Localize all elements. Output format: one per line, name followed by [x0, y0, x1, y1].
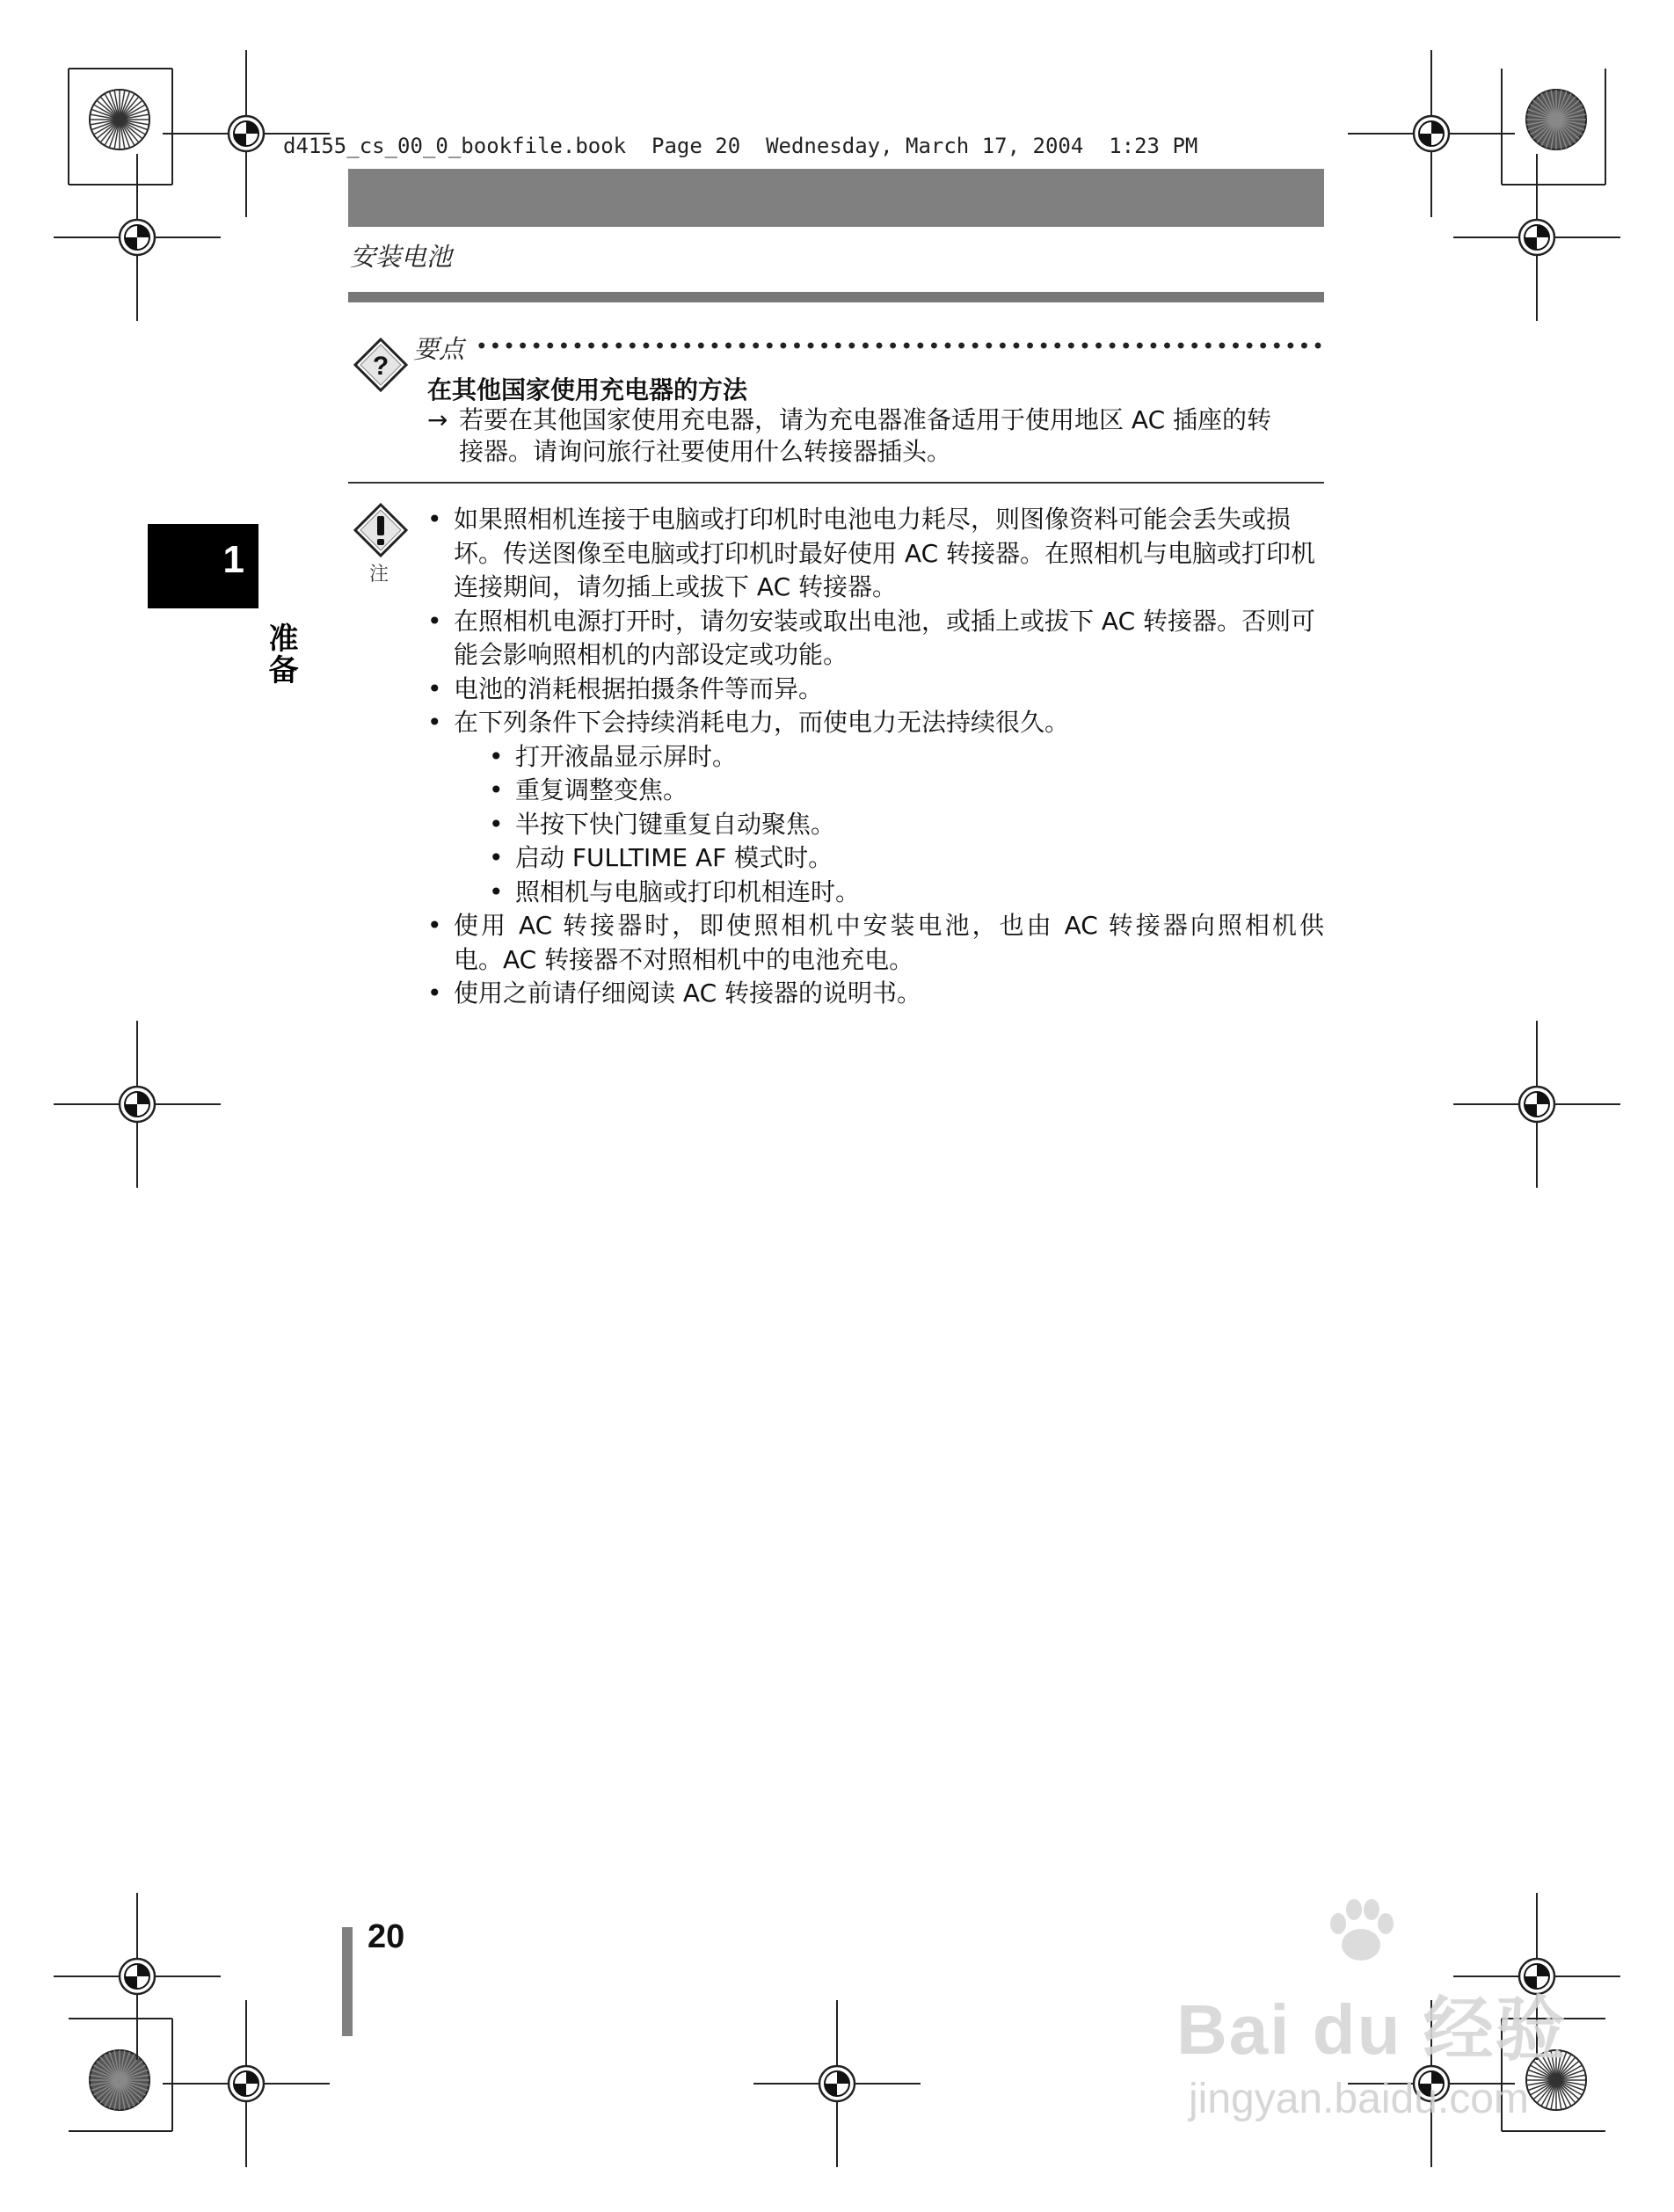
chapter-number: 1 — [222, 538, 244, 581]
section-title: 安装电池 — [350, 242, 453, 272]
note-item: • 在下列条件下会持续消耗电力，而使电力无法持续很久。 — [427, 706, 1324, 740]
page-number-bar — [342, 1927, 353, 2036]
divider-bar — [348, 292, 1324, 302]
sub-note-item: • 打开液晶显示屏时。 — [489, 740, 1324, 775]
paw-logo-icon — [1319, 1890, 1403, 1975]
watermark-logo: Bai du 经验 — [1176, 1990, 1568, 2069]
tip-heading: 要点 — [413, 334, 465, 364]
note-item: • 使用之前请仔细阅读 AC 转接器的说明书。 — [427, 977, 1324, 1011]
sub-note-item: • 重复调整变焦。 — [489, 774, 1324, 808]
header-bar — [348, 169, 1324, 227]
note-line: • 使用 AC 转接器时，即使照相机中安装电池，也由 AC 转接器向照相机供 — [454, 911, 1324, 940]
warning-diamond-icon — [352, 501, 410, 559]
sub-note-item: • 照相机与电脑或打印机相连时。 — [489, 876, 1324, 910]
chapter-label: 准备 — [263, 622, 298, 686]
sub-note-item: • 启动 FULLTIME AF 模式时。 — [489, 841, 1324, 876]
tip-line-1: 若要在其他国家使用充电器，请为充电器准备适用于使用地区 AC 插座的转 — [459, 405, 1272, 434]
note-item: • 在照相机电源打开时，请勿安装或取出电池，或插上或拔下 AC 转接器。否则可能会影响照相机的内部设定或功能。 — [427, 605, 1324, 673]
note-item: • 电池的消耗根据拍摄条件等而异。 — [427, 673, 1324, 707]
print-header: d4155_cs_00_0_bookfile.book Page 20 Wednesday, March 17, 2004 1:23 PM — [283, 134, 1198, 158]
tip-body — [427, 404, 1324, 468]
question-diamond-icon — [352, 336, 410, 394]
note-line: 电。AC 转接器不对照相机中的电池充电。 — [454, 944, 914, 974]
watermark-url: jingyan.baidu.com — [1189, 2076, 1529, 2122]
page-number: 20 — [368, 1918, 405, 1955]
note-label: 注 — [369, 564, 389, 586]
note-item — [427, 909, 1324, 977]
arrow-glyph: → — [427, 405, 448, 434]
sub-note-item: • 半按下快门键重复自动聚焦。 — [489, 808, 1324, 842]
note-item: • 如果照相机连接于电脑或打印机时电池电力耗尽，则图像资料可能会丢失或损坏。传送图像至电脑或打印机时最好使用 AC 转接器。在照相机与电脑或打印机连接期间，请勿插上或拔下 AC 转接器。 — [427, 503, 1324, 605]
dotted-leader — [475, 342, 1324, 349]
notes-list — [427, 503, 1324, 1011]
svg-text:?: ? — [372, 352, 389, 381]
tip-line-2: 接器。请询问旅行社要使用什么转接器插头。 — [459, 437, 952, 466]
tip-title: 在其他国家使用充电器的方法 — [427, 375, 748, 404]
section-rule — [348, 482, 1324, 484]
